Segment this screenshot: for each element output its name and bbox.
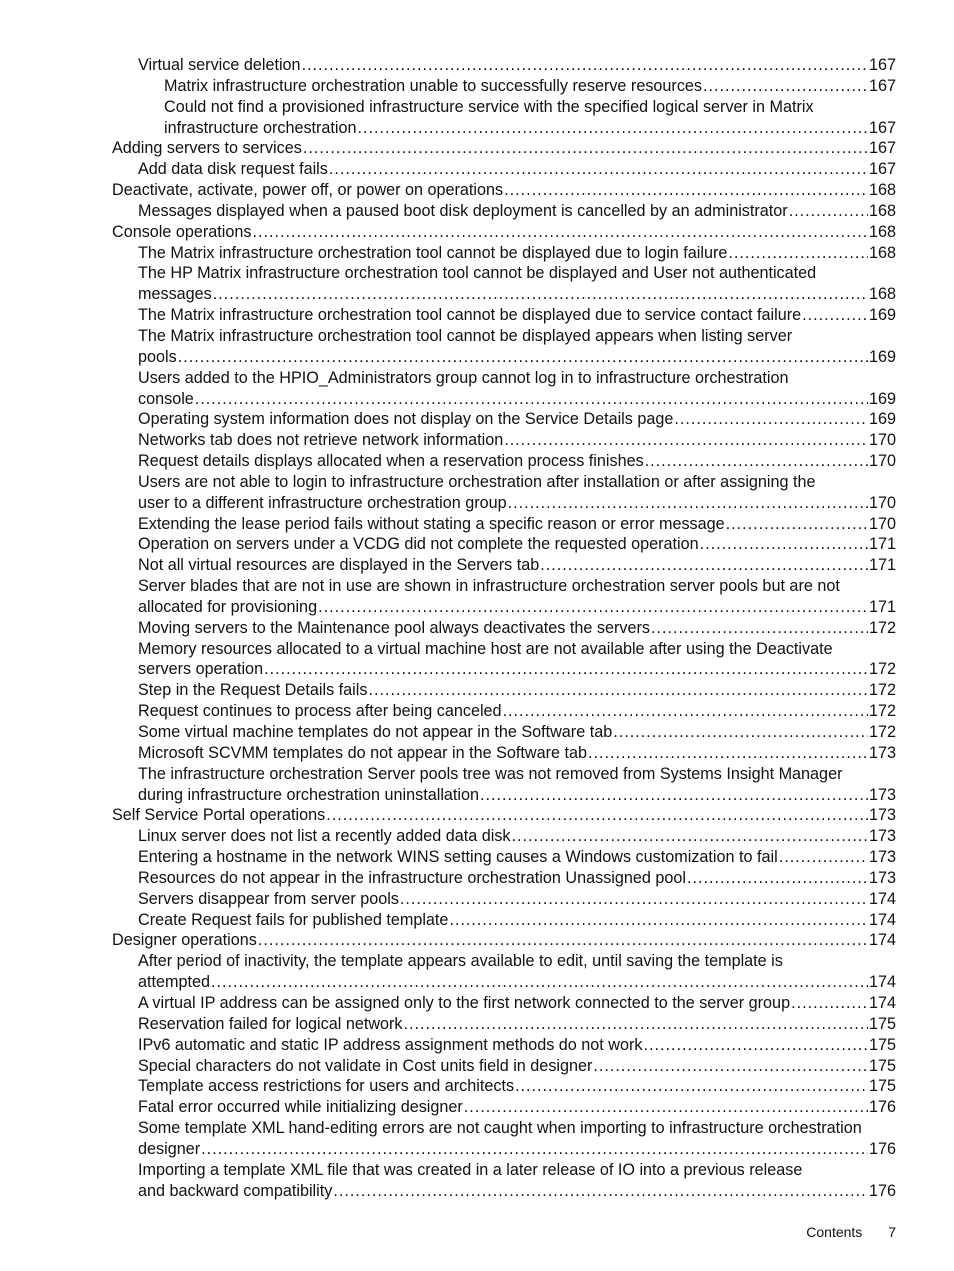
toc-entry-title-line1: Server blades that are not in use are shown in infrastructure orchestration server pools but are not	[138, 577, 840, 596]
toc-entry-page-number: 169	[868, 347, 896, 366]
dot-leader	[333, 1181, 868, 1202]
dot-leader	[643, 1035, 868, 1056]
toc-entry-line	[164, 118, 896, 139]
toc-entry-page-number: 174	[868, 993, 896, 1012]
toc-entry-line	[138, 1035, 896, 1056]
toc-entry-page-number: 175	[868, 1056, 896, 1075]
toc-entry-page-number: 174	[868, 910, 896, 929]
toc-entry-line	[112, 138, 896, 159]
toc-entry[interactable]	[112, 868, 896, 889]
toc-entry-page-number: 173	[868, 868, 896, 887]
toc-entry-page-number: 174	[868, 931, 896, 950]
toc-entry[interactable]	[112, 722, 896, 743]
toc-entry-line	[138, 993, 896, 1014]
dot-leader	[651, 618, 868, 639]
dot-leader	[789, 201, 868, 222]
toc-entry-page-number: 171	[868, 556, 896, 575]
toc-entry-title-line1: The infrastructure orchestration Server pools tree was not removed from Systems Insight Manager	[138, 764, 843, 783]
toc-entry-line	[112, 930, 896, 951]
toc-entry-title: Fatal error occurred while initializing designer	[138, 1098, 463, 1117]
dot-leader	[449, 910, 868, 931]
toc-entry-title: Resources do not appear in the infrastructure orchestration Unassigned pool	[138, 868, 686, 887]
dot-leader	[728, 243, 868, 264]
toc-entry[interactable]	[112, 1118, 896, 1160]
toc-entry-title: Request details displays allocated when a reservation process finishes	[138, 452, 644, 471]
toc-entry-page-number: 172	[868, 618, 896, 637]
toc-entry-line	[138, 1014, 896, 1035]
toc-entry[interactable]	[112, 430, 896, 451]
toc-entry-title-line1: The Matrix infrastructure orchestration tool cannot be displayed appears when listing server	[138, 326, 793, 345]
toc-entry-title: during infrastructure orchestration uninstallation	[138, 785, 480, 804]
toc-entry-line	[138, 1076, 896, 1097]
dot-leader	[802, 305, 868, 326]
dot-leader	[779, 847, 868, 868]
dot-leader	[674, 409, 868, 430]
toc-entry-title-line1: Some template XML hand-editing errors are not caught when importing to infrastructure orchestration	[138, 1119, 862, 1138]
toc-entry-line	[138, 826, 896, 847]
toc-entry-page-number: 173	[868, 827, 896, 846]
toc-entry-line	[138, 305, 896, 326]
toc-entry-title: Matrix infrastructure orchestration unable to successfully reserve resources	[164, 76, 703, 95]
toc-entry-line	[138, 722, 896, 743]
dot-leader	[404, 1014, 868, 1035]
toc-entry[interactable]	[112, 159, 896, 180]
toc-entry[interactable]	[112, 472, 896, 514]
dot-leader	[700, 534, 868, 555]
toc-entry-line	[138, 1097, 896, 1118]
toc-entry-page-number: 172	[868, 660, 896, 679]
toc-entry-line	[138, 889, 896, 910]
toc-entry-title: Moving servers to the Maintenance pool always deactivates the servers	[138, 618, 650, 637]
toc-entry-title: Servers disappear from server pools	[138, 889, 399, 908]
toc-entry-title: Designer operations	[112, 931, 257, 950]
dot-leader	[703, 76, 868, 97]
dot-leader	[515, 1076, 868, 1097]
toc-entry[interactable]	[112, 910, 896, 931]
toc-entry-title: Template access restrictions for users and architects	[138, 1077, 515, 1096]
toc-entry[interactable]	[112, 409, 896, 430]
dot-leader	[645, 451, 868, 472]
dot-leader	[726, 514, 868, 535]
toc-entry-line	[138, 389, 896, 410]
toc-entry-line	[138, 597, 896, 618]
toc-entry[interactable]	[112, 618, 896, 639]
toc-entry-title: The Matrix infrastructure orchestration tool cannot be displayed due to login failure	[138, 243, 728, 262]
toc-entry-line	[138, 868, 896, 889]
toc-entry-title: Linux server does not list a recently added data disk	[138, 827, 511, 846]
toc-entry-page-number: 168	[868, 285, 896, 304]
dot-leader	[508, 493, 868, 514]
dot-leader	[264, 659, 868, 680]
toc-entry-page-number: 174	[868, 973, 896, 992]
toc-entry[interactable]	[112, 1097, 896, 1118]
toc-entry[interactable]	[112, 368, 896, 410]
toc-entry-page-number: 175	[868, 1035, 896, 1054]
dot-leader	[178, 347, 868, 368]
toc-entry[interactable]	[112, 1035, 896, 1056]
toc-entry-title: IPv6 automatic and static IP address assignment methods do not work	[138, 1035, 643, 1054]
toc-entry[interactable]	[112, 534, 896, 555]
toc-entry-page-number: 176	[868, 1139, 896, 1158]
dot-leader	[464, 1097, 868, 1118]
toc-entry-title: Deactivate, activate, power off, or power on operations	[112, 181, 504, 200]
toc-entry-title-line1: Importing a template XML file that was created in a later release of IO into a previous release	[138, 1160, 803, 1179]
toc-entry-title: Operating system information does not display on the Service Details page	[138, 410, 674, 429]
page-footer	[0, 1222, 896, 1242]
toc-entry[interactable]	[112, 1056, 896, 1077]
toc-entry-title: Console operations	[112, 222, 252, 241]
toc-entry-page-number: 167	[868, 76, 896, 95]
dot-leader	[791, 993, 868, 1014]
toc-entry-title: Special characters do not validate in Cost units field in designer	[138, 1056, 593, 1075]
toc-entry-title: Messages displayed when a paused boot disk deployment is cancelled by an administrator	[138, 201, 788, 220]
toc-entry-line	[138, 1181, 896, 1202]
toc-entry-line	[138, 159, 896, 180]
toc-entry[interactable]	[112, 55, 896, 76]
dot-leader	[211, 972, 868, 993]
toc-entry-title: Self Service Portal operations	[112, 806, 326, 825]
toc-entry-line	[138, 284, 896, 305]
toc-entry[interactable]	[112, 326, 896, 368]
toc-entry-title: Entering a hostname in the network WINS setting causes a Windows customization to fail	[138, 848, 778, 867]
toc-entry[interactable]	[112, 201, 896, 222]
toc-entry-line	[112, 222, 896, 243]
toc-entry-title: Not all virtual resources are displayed in the Servers tab	[138, 556, 540, 575]
toc-entry[interactable]	[112, 555, 896, 576]
dot-leader	[540, 555, 868, 576]
toc-entry-page-number: 174	[868, 889, 896, 908]
toc-entry-page-number: 167	[868, 160, 896, 179]
dot-leader	[593, 1056, 868, 1077]
toc-entry-title: servers operation	[138, 660, 264, 679]
toc-entry[interactable]	[112, 1076, 896, 1097]
dot-leader	[195, 389, 868, 410]
toc-entry-page-number: 175	[868, 1077, 896, 1096]
toc-entry-line	[138, 618, 896, 639]
toc-entry[interactable]	[112, 514, 896, 535]
toc-entry[interactable]	[112, 826, 896, 847]
toc-entry-page-number: 173	[868, 785, 896, 804]
dot-leader	[687, 868, 868, 889]
dot-leader	[303, 138, 868, 159]
dot-leader	[588, 743, 868, 764]
toc-entry-title: infrastructure orchestration	[164, 118, 357, 137]
toc-entry-page-number: 170	[868, 431, 896, 450]
toc-entry-title: Request continues to process after being canceled	[138, 702, 502, 721]
toc-entry-title: and backward compatibility	[138, 1181, 333, 1200]
toc-entry-line	[138, 555, 896, 576]
toc-entry-line	[138, 701, 896, 722]
dot-leader	[252, 222, 868, 243]
toc-entry-page-number: 168	[868, 201, 896, 220]
toc-entry-line	[138, 347, 896, 368]
dot-leader	[504, 180, 868, 201]
toc-entry-page-number: 173	[868, 806, 896, 825]
toc-entry-page-number: 169	[868, 389, 896, 408]
toc-entry-line	[138, 534, 896, 555]
toc-entry-title: Create Request fails for published template	[138, 910, 449, 929]
toc-entry-page-number: 172	[868, 723, 896, 741]
toc-entry[interactable]	[112, 951, 896, 993]
toc-entry-line	[138, 972, 896, 993]
toc-entry-title: Operation on servers under a VCDG did not complete the requested operation	[138, 535, 699, 554]
toc-entry-line	[138, 451, 896, 472]
toc-entry-line	[138, 55, 896, 76]
toc-entry-line	[138, 785, 896, 806]
toc-entry[interactable]	[112, 764, 896, 806]
toc-entry[interactable]	[112, 180, 896, 201]
toc-entry[interactable]	[112, 263, 896, 305]
dot-leader	[504, 430, 868, 451]
dot-leader	[358, 118, 868, 139]
toc-entry-page-number: 168	[868, 243, 896, 262]
toc-entry-line	[138, 493, 896, 514]
toc-entry-title: attempted	[138, 973, 210, 992]
toc-entry-page-number: 171	[868, 597, 896, 616]
toc-entry-title: pools	[138, 347, 177, 366]
table-of-contents	[112, 55, 896, 1201]
dot-leader	[503, 701, 868, 722]
toc-entry-line	[138, 201, 896, 222]
toc-entry-title: Adding servers to services	[112, 139, 302, 158]
toc-entry-title: The Matrix infrastructure orchestration tool cannot be displayed due to service contact failure	[138, 306, 802, 325]
toc-entry-page-number: 173	[868, 848, 896, 867]
toc-entry[interactable]	[112, 889, 896, 910]
dot-leader	[326, 805, 868, 826]
toc-entry-line	[138, 910, 896, 931]
toc-entry[interactable]	[112, 930, 896, 951]
toc-entry-page-number: 167	[868, 56, 896, 74]
toc-entry[interactable]	[112, 1014, 896, 1035]
toc-entry[interactable]	[112, 743, 896, 764]
toc-entry-page-number: 170	[868, 514, 896, 533]
toc-entry-page-number: 168	[868, 181, 896, 200]
toc-entry-line	[164, 76, 896, 97]
toc-entry[interactable]	[112, 701, 896, 722]
toc-entry-title: Reservation failed for logical network	[138, 1014, 403, 1033]
toc-entry-line	[112, 805, 896, 826]
toc-entry[interactable]	[112, 305, 896, 326]
toc-entry-page-number: 170	[868, 452, 896, 471]
toc-entry-line	[138, 743, 896, 764]
dot-leader	[329, 159, 868, 180]
toc-entry[interactable]	[112, 680, 896, 701]
toc-entry-page-number: 175	[868, 1014, 896, 1033]
toc-entry[interactable]	[112, 1160, 896, 1202]
toc-entry-line	[138, 1056, 896, 1077]
toc-entry-title: messages	[138, 285, 212, 304]
toc-entry[interactable]	[112, 451, 896, 472]
toc-entry-page-number: 172	[868, 681, 896, 700]
footer-section-label: Contents	[806, 1224, 863, 1240]
toc-entry-line	[138, 847, 896, 868]
toc-entry-title-line1: After period of inactivity, the template appears available to edit, until saving the template is	[138, 952, 783, 971]
dot-leader	[318, 597, 868, 618]
toc-entry-title: console	[138, 389, 194, 408]
toc-entry-page-number: 167	[868, 118, 896, 137]
toc-entry[interactable]	[112, 639, 896, 681]
toc-entry-title-line1: Users are not able to login to infrastructure orchestration after installation or after assigning the	[138, 472, 816, 491]
dot-leader	[368, 680, 868, 701]
toc-entry-line	[138, 409, 896, 430]
toc-entry-line	[138, 659, 896, 680]
toc-entry-line	[138, 243, 896, 264]
footer-page-number: 7	[888, 1224, 896, 1240]
toc-entry-line	[138, 680, 896, 701]
toc-entry-title: Networks tab does not retrieve network information	[138, 431, 504, 450]
toc-entry[interactable]	[112, 805, 896, 826]
toc-entry-page-number: 170	[868, 493, 896, 512]
dot-leader	[480, 785, 868, 806]
dot-leader	[258, 930, 868, 951]
toc-entry[interactable]	[112, 222, 896, 243]
toc-entry-page-number: 168	[868, 222, 896, 241]
toc-entry-title: Add data disk request fails	[138, 160, 328, 179]
toc-entry-title: A virtual IP address can be assigned only to the first network connected to the server group	[138, 993, 791, 1012]
toc-entry-page-number: 173	[868, 743, 896, 762]
dot-leader	[201, 1139, 868, 1160]
toc-entry-title: Step in the Request Details fails	[138, 681, 368, 700]
toc-entry[interactable]	[112, 243, 896, 264]
toc-entry-page-number: 171	[868, 535, 896, 554]
toc-entry[interactable]	[112, 993, 896, 1014]
toc-entry-line	[138, 430, 896, 451]
toc-entry[interactable]	[112, 847, 896, 868]
dot-leader	[613, 722, 868, 743]
toc-entry-title: Virtual service deletion	[138, 56, 301, 74]
toc-entry-title: Some virtual machine templates do not appear in the Software tab	[138, 723, 613, 741]
toc-entry-page-number: 167	[868, 139, 896, 158]
toc-entry-title: Microsoft SCVMM templates do not appear in the Software tab	[138, 743, 587, 762]
toc-entry-page-number: 176	[868, 1181, 896, 1200]
toc-entry-page-number: 172	[868, 702, 896, 721]
toc-entry-page-number: 176	[868, 1098, 896, 1117]
toc-entry-line	[138, 514, 896, 535]
toc-entry-line	[138, 1139, 896, 1160]
toc-entry[interactable]	[112, 76, 896, 97]
toc-entry-title: allocated for provisioning	[138, 597, 318, 616]
toc-entry-title-line1: Could not find a provisioned infrastructure service with the specified logical server in Matrix	[164, 97, 814, 116]
toc-entry-title: user to a different infrastructure orchestration group	[138, 493, 507, 512]
toc-entry-page-number: 169	[868, 306, 896, 325]
toc-entry-title: designer	[138, 1139, 201, 1158]
dot-leader	[302, 55, 868, 76]
toc-entry-line	[112, 180, 896, 201]
toc-entry-title-line1: Memory resources allocated to a virtual machine host are not available after using the Deactivate	[138, 639, 833, 658]
toc-entry[interactable]	[112, 97, 896, 139]
toc-entry-title-line1: Users added to the HPIO_Administrators group cannot log in to infrastructure orchestration	[138, 368, 789, 387]
dot-leader	[400, 889, 868, 910]
toc-entry[interactable]	[112, 576, 896, 618]
toc-entry[interactable]	[112, 138, 896, 159]
toc-entry-title-line1: The HP Matrix infrastructure orchestration tool cannot be displayed and User not authenticated	[138, 264, 817, 283]
dot-leader	[213, 284, 868, 305]
dot-leader	[512, 826, 868, 847]
toc-entry-page-number: 169	[868, 410, 896, 429]
toc-entry-title: Extending the lease period fails without stating a specific reason or error message	[138, 514, 725, 533]
